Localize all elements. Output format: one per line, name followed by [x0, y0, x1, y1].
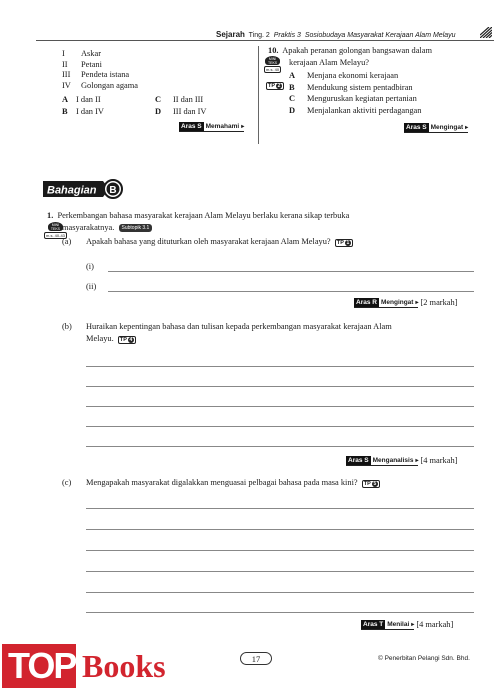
- tp-badge: TP 2: [266, 82, 284, 90]
- roman-item: III Pendeta istana: [62, 70, 130, 80]
- answer-line[interactable]: [86, 386, 474, 387]
- aras-badge: Aras T Menilai ▸: [363, 621, 415, 629]
- q10-option-d[interactable]: D Menjalankan aktiviti perdagangan: [289, 105, 422, 115]
- section-b-letter: B: [109, 185, 117, 196]
- answer-line[interactable]: [86, 508, 474, 509]
- q10-stem-line2: kerajaan Alam Melayu?: [289, 58, 369, 67]
- aras-badge: Aras S Menganalisis ▸: [348, 457, 419, 465]
- option-d[interactable]: D III dan IV: [155, 107, 207, 116]
- page-number: 17: [240, 652, 272, 665]
- q10-stem: 10. Apakah peranan golongan bangsawan dalam: [268, 46, 432, 55]
- subtopik-badge: Subtopik 3.1: [119, 224, 153, 232]
- roman-item: I Askar: [62, 49, 102, 58]
- corner-stripes-icon: [480, 27, 492, 38]
- answer-line[interactable]: [86, 550, 474, 551]
- q10-option-b[interactable]: B Mendukung sistem pentadbiran: [289, 82, 413, 92]
- q1a-sub-ii-label: (ii): [86, 282, 97, 291]
- header-practice: Praktis 3: [273, 32, 301, 39]
- option-a[interactable]: A I dan II: [62, 95, 101, 104]
- roman-item: II Petani: [62, 59, 102, 69]
- answer-line[interactable]: [86, 612, 474, 613]
- marks-label: [2 markah]: [420, 298, 458, 307]
- q1a-marks-row: [354, 298, 457, 309]
- aras-badge: Aras S Mengingat ▸: [406, 124, 469, 131]
- option-b[interactable]: B I dan IV: [62, 107, 104, 116]
- header-topic: Sosiobudaya Masyarakat Kerajaan Alam Melayu: [304, 32, 456, 39]
- q1b-question-line2: Melayu. TP 4: [86, 334, 136, 345]
- aras-badge: Aras R Mengingat ▸: [356, 299, 419, 307]
- marks-label: [4 markah]: [416, 620, 454, 629]
- column-divider: [258, 46, 259, 144]
- answer-line[interactable]: [108, 291, 474, 292]
- marks-label: [4 markah]: [420, 456, 458, 465]
- header-form: Ting. 2: [248, 32, 270, 39]
- header-divider: [36, 40, 494, 41]
- option-c[interactable]: C II dan III: [155, 95, 204, 104]
- logo-top-text: TOP: [2, 644, 76, 688]
- logo-books-text: Books: [82, 648, 166, 684]
- aras-badge: Aras S Memahami ▸: [181, 123, 245, 130]
- q10-option-a[interactable]: A Menjana ekonomi kerajaan: [289, 71, 399, 80]
- answer-line[interactable]: [86, 446, 474, 447]
- topbooks-watermark-logo: [2, 644, 192, 688]
- answer-line[interactable]: [86, 571, 474, 572]
- tp-badge: TP 5: [362, 480, 380, 488]
- answer-line[interactable]: [108, 271, 474, 272]
- mini-teks-icon: MINI TEKS m.s. 40: [266, 57, 280, 72]
- section-b-banner: [41, 178, 125, 200]
- q10-options: [289, 70, 421, 116]
- q1b-question: (b) Huraikan kepentingan bahasa dan tulisan kepada perkembangan masyarakat kerajaan Alam: [62, 322, 392, 331]
- roman-item-list: [62, 49, 138, 91]
- q1a-sub-i-label: (i): [86, 262, 94, 271]
- answer-line[interactable]: [86, 426, 474, 427]
- q1a-question: (a) Apakah bahasa yang dituturkan oleh masyarakat kerajaan Alam Melayu? TP 1: [62, 237, 353, 248]
- q1-intro-line2: masyarakatnya. Subtopik 3.1: [62, 223, 152, 234]
- q1b-marks-row: [346, 456, 457, 467]
- section-b-word: Bahagian: [47, 184, 97, 197]
- q1c-question: (c) Mengapakah masyarakat digalakkan menguasai pelbagai bahasa pada masa kini? TP 5: [62, 478, 380, 489]
- tp-badge: TP 1: [335, 239, 353, 247]
- tp-badge: TP 4: [118, 336, 136, 344]
- roman-item: IV Golongan agama: [62, 80, 138, 90]
- mini-teks-icon: MINI TEKS m.s. 40-43: [46, 223, 65, 238]
- q10-option-c[interactable]: C Menguruskan kegiatan pertanian: [289, 94, 417, 103]
- answer-line[interactable]: [86, 592, 474, 593]
- answer-line[interactable]: [86, 529, 474, 530]
- q1c-marks-row: [361, 620, 453, 631]
- header-subject: Sejarah: [216, 30, 245, 39]
- q1-intro: 1. Perkembangan bahasa masyarakat kerajaan Alam Melayu berlaku kerana sikap terbuka: [47, 211, 350, 220]
- page-header: [216, 30, 456, 39]
- publisher-credit: © Penerbitan Pelangi Sdn. Bhd.: [378, 655, 470, 662]
- answer-line[interactable]: [86, 366, 474, 367]
- answer-line[interactable]: [86, 406, 474, 407]
